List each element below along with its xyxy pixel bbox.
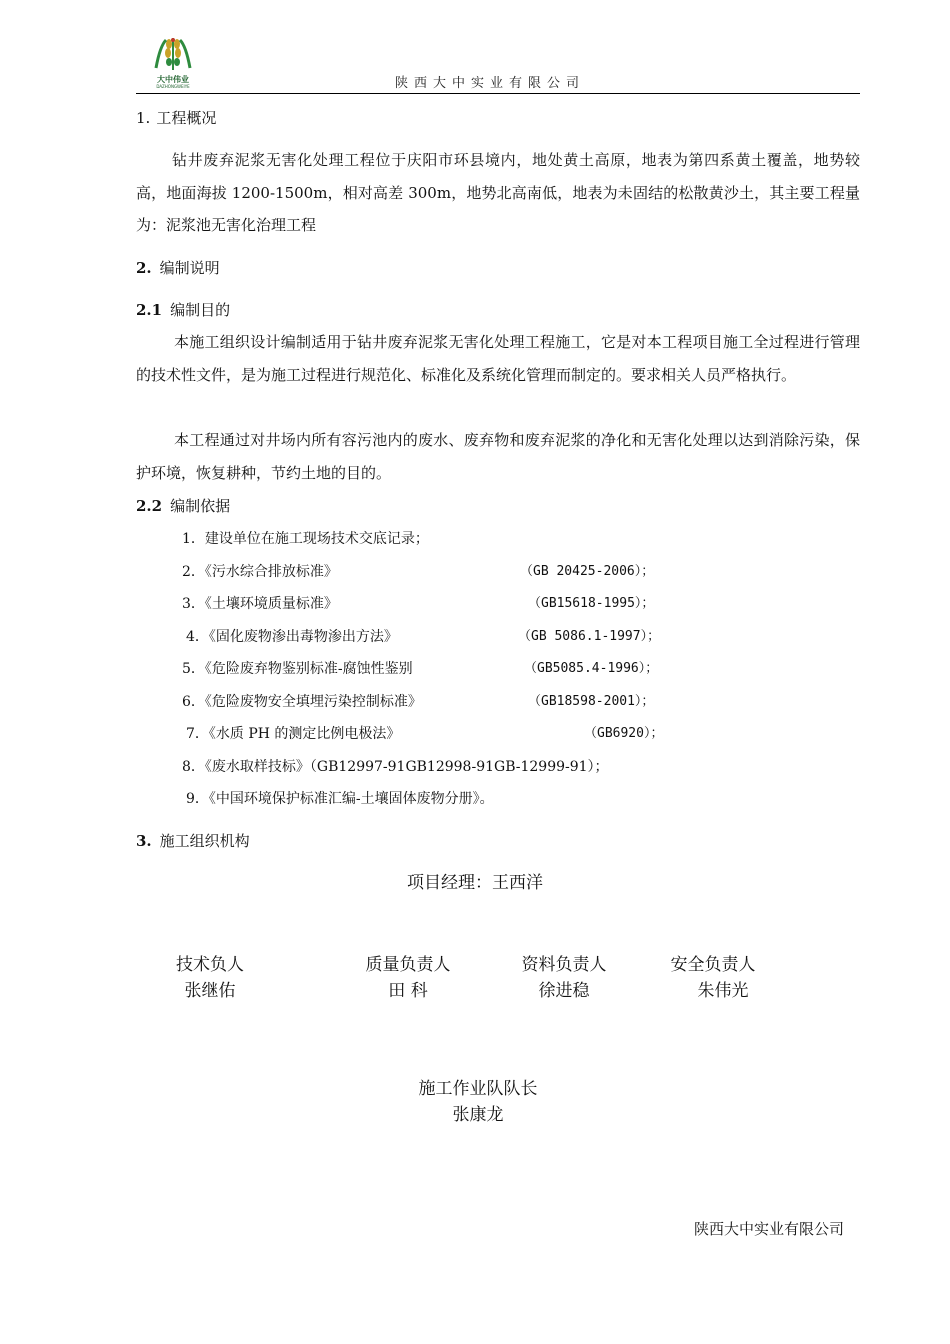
reference-item-2: 2．《污水综合排放标准》 — [182, 564, 338, 580]
reference-code-6: （GB18598-2001）； — [528, 694, 655, 709]
section-title: 编制说明 — [159, 259, 220, 277]
reference-code-3: （GB15618-1995）； — [528, 596, 655, 611]
role-name-documents: 徐进稳 — [538, 981, 590, 1001]
footer-company-name: 陕西大中实业有限公司 — [694, 1220, 845, 1238]
section-number: 2.2 — [136, 497, 163, 515]
section-2-heading — [136, 258, 220, 278]
section-2-2-heading — [136, 496, 230, 516]
section-title: 施工组织机构 — [159, 832, 250, 850]
reference-code-5: （GB5085.4-1996）； — [524, 661, 659, 676]
logo-text: 大中伟业 — [157, 75, 189, 84]
reference-item-6: 6．《危险废物安全填埋污染控制标准》 — [182, 694, 422, 710]
section-title: 编制依据 — [170, 497, 231, 515]
section-2-1-paragraph-2: 本工程通过对井场内所有容污池内的废水、废弃物和废弃泥浆的净化和无害化处理以达到消除污染，保护环境，恢复耕种，节约土地的目的。 — [136, 431, 860, 482]
role-title-technical: 技术负人 — [176, 955, 244, 975]
header-company-name: 陕西大中实业有限公司 — [395, 76, 586, 91]
reference-item-4: 4．《固化废物渗出毒物渗出方法》 — [186, 629, 398, 645]
role-name-technical: 张继佑 — [184, 981, 236, 1001]
reference-item-8: 8．《废水取样技标》（GB12997-91GB12998-91GB-12999-91）； — [182, 759, 609, 775]
reference-code-4: （GB 5086.1-1997）； — [518, 629, 661, 644]
role-name-quality: 田 科 — [388, 981, 428, 1001]
reference-item-9: 9．《中国环境保护标准汇编-土壤固体废物分册》。 — [186, 791, 494, 807]
team-leader-name: 张康龙 — [452, 1105, 504, 1125]
section-number: 3. — [136, 832, 152, 850]
reference-item-5: 5．《危险废弃物鉴别标准-腐蚀性鉴别 — [182, 661, 413, 677]
role-title-quality: 质量负责人 — [365, 955, 451, 975]
section-2-1-heading — [136, 300, 230, 320]
reference-code-2: （GB 20425-2006）； — [520, 564, 655, 579]
section-2-1-paragraph-1: 本施工组织设计编制适用于钻井废弃泥浆无害化处理工程施工，它是对本工程项目施工全过程进行管理的技术性文件，是为施工过程进行规范化、标准化及系统化管理而制定的。要求相关人员严格执行。 — [136, 333, 860, 384]
reference-item-3: 3．《土壤环境质量标准》 — [182, 596, 338, 612]
role-title-documents: 资料负责人 — [521, 955, 607, 975]
header-divider — [136, 93, 860, 94]
project-manager: 项目经理：王西洋 — [407, 873, 543, 893]
section-number: 2.1 — [136, 301, 163, 319]
section-title: 工程概况 — [156, 109, 217, 127]
section-number: 2. — [136, 259, 152, 277]
logo-subtext: DAZHONGWEIYE — [156, 84, 190, 89]
reference-item-1: 1．建设单位在施工现场技术交底记录； — [182, 531, 429, 547]
section-1-heading — [136, 108, 216, 128]
section-number: 1. — [136, 109, 151, 127]
reference-code-7: （GB6920）； — [584, 726, 664, 741]
role-title-safety: 安全负责人 — [670, 955, 756, 975]
role-name-safety: 朱伟光 — [697, 981, 749, 1001]
section-3-heading — [136, 831, 250, 851]
reference-item-7: 7．《水质 PH 的测定比例电极法》 — [186, 726, 401, 742]
team-leader-title: 施工作业队队长 — [418, 1079, 538, 1099]
section-title: 编制目的 — [170, 301, 231, 319]
section-1-paragraph: 钻井废弃泥浆无害化处理工程位于庆阳市环县境内，地处黄土高原，地表为第四系黄土覆盖，地势较高，地面海拔 1200-1500m，相对高差 300m，地势北高南低，地表为未固结的松散黄沙土，其主要工程量为：泥浆池无害化治理工程 — [136, 151, 860, 234]
